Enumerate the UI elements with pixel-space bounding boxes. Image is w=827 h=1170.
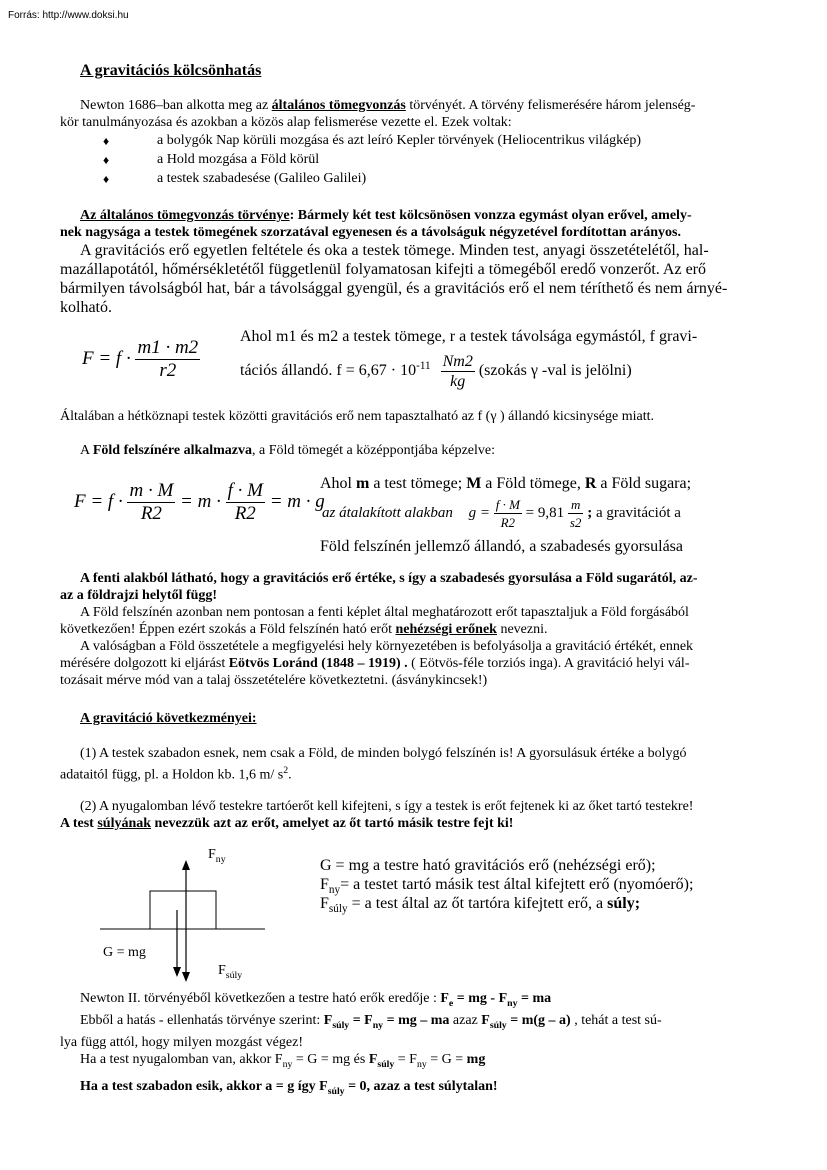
earth-formula: F = f · $\frac{m \cdot M}{R2}$ = m · $\frac{f \cdot M}{R2}$ = m · g (74, 480, 325, 524)
free-fall-conclusion: Ha a test szabadon esik, akkor a = g így $F_{súly} = 0$, azaz a test súlytalan! (80, 1079, 498, 1097)
bullet-icon: ♦ (103, 153, 110, 167)
formula-where-line2: tációs állandó. $f = 6,67 \cdot 10^{-11}$ $\frac{Nm2}{kg}$ (szokás γ -val is jelölni) (240, 353, 632, 390)
g-formula-line: az átalakított alakban g = $\frac{f \cdot M}{R2}$ = 9,81 $\frac{m}{s2}$ ; a gravitációt a (322, 497, 681, 530)
term-gravity-force: nehézségi erőnek (395, 622, 497, 637)
def-gravity: G = mg a testre ható gravitációs erő (nehézségi erő); (320, 857, 656, 874)
law-statement: Az általános tömegvonzás törvénye: Bármely két test kölcsönösen vonzza egymást olyan erővel, amely- nek nagysága a testek tömegének szorzatával egyenesen és a távolságuk négyzetével fordítottan arányos. (60, 208, 692, 240)
body-box (150, 891, 216, 929)
consequences-heading: A gravitáció következményei: (80, 711, 257, 726)
fny-label: $F_{ny}$ (208, 847, 226, 865)
gamma-note: Általában a hétköznapi testek közötti gravitációs erő nem tapasztalható az f (γ ) állandó kicsinysége miatt. (60, 409, 654, 424)
def-normal-force: $F_{ny}= a$ testet tartó másik test által kifejtett erő (nyomóerő); (320, 876, 694, 897)
bullet-icon: ♦ (103, 134, 110, 148)
bullet-icon: ♦ (103, 172, 110, 186)
law-explanation: A gravitációs erő egyetlen feltétele és oka a testek tömege. Minden test, anyagi összetételétől, hal- mazállapotától, hőmérsékletétől függetlenül folyamatosan kifejti a tömegéből eredő vonzerőt. Az erő bármilyen távolságból hat, bár a távolsággal gyengül, és a gravitációs erő el nem téríthető és nem árnyé- kolható. (60, 242, 728, 316)
gravitation-formula: F = f · $\frac{m1 \cdot m2}{r2}$ (82, 337, 199, 381)
formula-where-line1: Ahol m1 és m2 a testek tömege, r a testek távolsága egymástól, f gravi- (240, 328, 698, 345)
earth-where: Ahol m a test tömege; M a Föld tömege, R a Föld sugara; (320, 475, 692, 492)
intro-paragraph: Newton 1686–ban alkotta meg az általános tömegvonzás törvényét. A törvény felismerésére három jelenség- kör tanulmányozása és azokban a közös alap felismerése vezette el. Ezek voltak: (60, 98, 696, 130)
weight-arrowhead (182, 972, 190, 982)
term-general-gravitation: általános tömegvonzás (271, 98, 406, 113)
list-item: a testek szabadesése (Galileo Galilei) (157, 171, 367, 186)
earth-lead: A Föld felszínére alkalmazva, a Föld tömegét a középpontjába képzelve: (80, 443, 495, 458)
consequence-2: (2) A nyugalomban lévő testekre tartóerőt kell kifejteni, s így a testek is erőt fejtenek ki az őket tartó testekre! A test súlyának nevezzük azt az erőt, amelyet az őt tartó másik testre fejt ki! (60, 799, 694, 831)
conclusion-text: A Föld felszínén azonban nem pontosan a fenti képlet által meghatározott erőt tapasztaljuk a Föld forgásából következően! Éppen ezért szokás a Föld felszínén ható erőt nehézségi erőnek nevezni. A valóságban a Föld összetétele a megfigyelési hely környezetében is befolyásolja a gravitáció értékét, ennek mérésére dolgozott ki eljárást Eötvös Loránd (1848 – 1919) . ( Eötvös-féle torziós inga). A gravitáció helyi vál- tozásait mérve mód van a talaj összetételére következtetni. (ásványkincsek!) (60, 605, 694, 688)
earth-g-note: Föld felszínén jellemző állandó, a szabadesés gyorsulása (320, 538, 683, 555)
page-title: A gravitációs kölcsönhatás (80, 62, 262, 79)
normal-force-arrowhead (182, 860, 190, 870)
source-note: Forrás: http://www.doksi.hu (8, 10, 129, 21)
consequence-1: (1) A testek szabadon esnek, nem csak a Föld, de minden bolygó felszínén is! A gyorsulásuk értéke a bolygó adataitól függ, pl. a Holdon kb. 1,6 m/ $s^2$. (60, 746, 687, 783)
gravity-arrowhead (173, 967, 181, 977)
term-weight: súlyának (97, 816, 152, 831)
def-weight: $F_{súly} = a$ test által az őt tartóra kifejtett erő, a súly; (320, 895, 641, 916)
newton-section: Newton II. törvényéből következően a testre ható erők eredője : $F_e$ = mg - $F_{ny}$ = ma Ebből a hatás - ellenhatás törvénye szerint: $F_{súly} = F_{ny}$ = mg – ma azaz $F_{súly} = m(g - a)$ , tehát a test sú- lya függ attól, hogy milyen mozgást végez! Ha a test nyugalomban van, akkor $F_{ny} = G$ = mg és $F_{súly} = F_{ny} = G$ = mg (60, 991, 662, 1070)
law-heading: Az általános tömegvonzás törvénye (80, 208, 290, 223)
weight-diagram (100, 850, 280, 985)
g-label: G = mg (103, 945, 146, 960)
list-item: a Hold mozgása a Föld körül (157, 152, 320, 167)
fsuly-label: $F_{súly}$ (218, 963, 243, 981)
conclusion-bold: A fenti alakból látható, hogy a gravitációs erő értéke, s így a szabadesés gyorsulása a Föld sugarától, az- az a földrajzi helytől függ! (60, 571, 698, 603)
list-item: a bolygók Nap körüli mozgása és azt leíró Kepler törvények (Heliocentrikus világkép) (157, 133, 642, 148)
